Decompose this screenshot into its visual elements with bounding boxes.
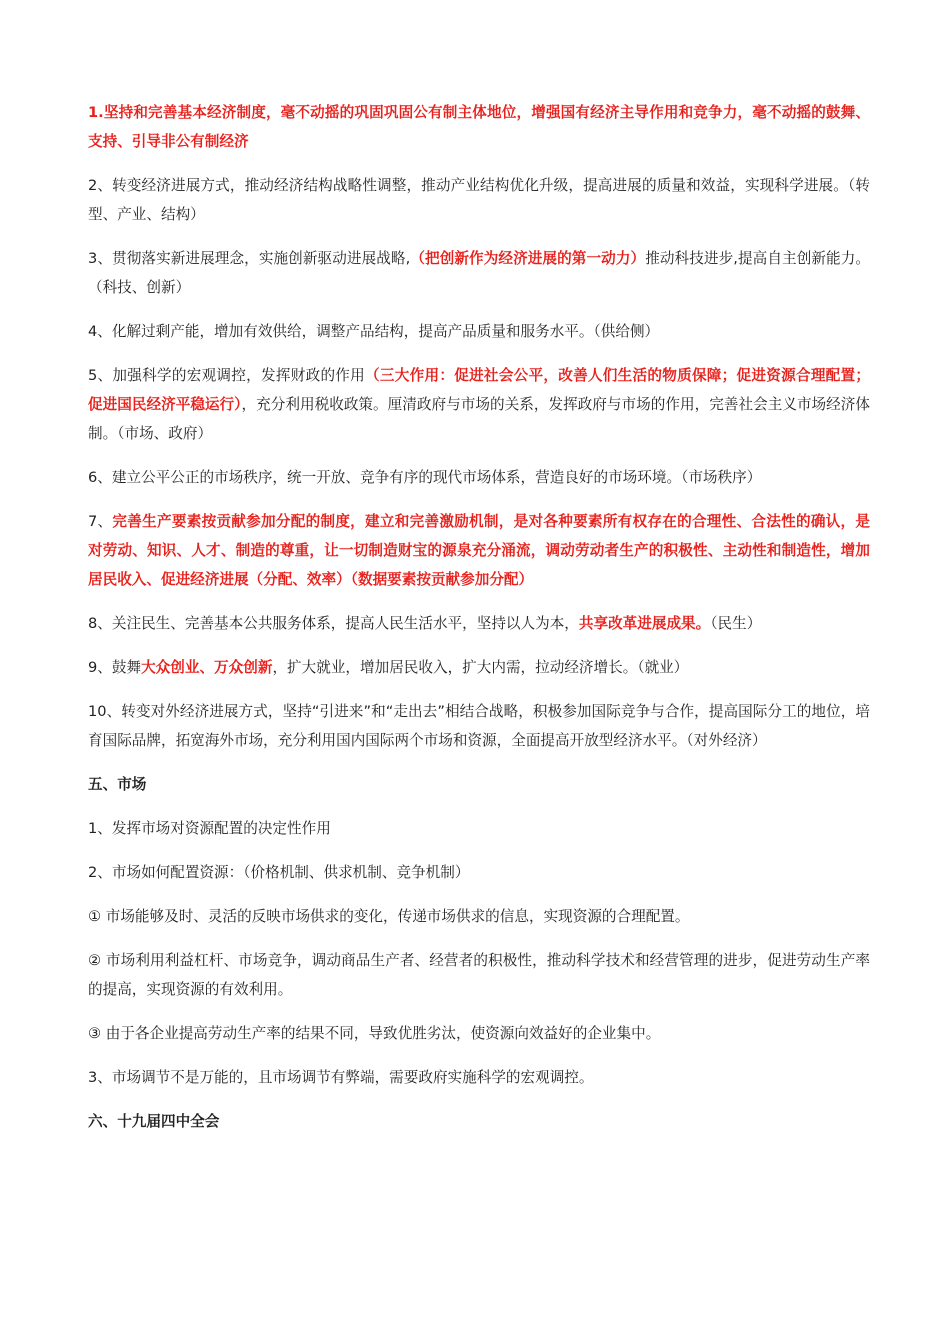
paragraph-5	[88, 361, 870, 448]
heading-text: 五、市场	[88, 776, 147, 793]
text-segment: 2、转变经济进展方式，推动经济结构战略性调整，推动产业结构优化升级，提高进展的质量和效益，实现科学进展。（转型、产业、结构）	[88, 177, 870, 223]
highlight-segment: 大众创业、万众创新	[141, 659, 273, 676]
section-heading-plenum	[88, 1107, 870, 1136]
highlight-segment: （把创新作为经济进展的第一动力）	[410, 250, 646, 267]
market-item-1	[88, 814, 870, 843]
text-segment: 1、发挥市场对资源配置的决定性作用	[88, 820, 331, 837]
text-segment: 8、关注民生、完善基本公共服务体系，提高人民生活水平，坚持以人为本，	[88, 615, 579, 632]
paragraph-1	[88, 98, 870, 156]
highlight-segment: （三大作用：促进社会公平，改善人们生活的物质保障；促进资源合理配置；促进国民经济平稳运行）	[88, 367, 870, 413]
highlight-segment: 共享改革进展成果。	[578, 615, 711, 632]
text-segment: ，充分利用税收政策。厘清政府与市场的关系，发挥政府与市场的作用，完善社会主义市场经济体制。（市场、政府）	[88, 396, 871, 442]
paragraph-6	[88, 463, 870, 492]
text-segment: （民生）	[710, 615, 762, 632]
market-subitem-1	[88, 902, 870, 931]
text-segment: 10、转变对外经济进展方式，坚持“引进来”和“走出去”相结合战略，积极参加国际竞争与合作，提高国际分工的地位，培育国际品牌，拓宽海外市场，充分利用国内国际两个市场和资源，全面提高开放型经济水平。（对外经济）	[88, 703, 870, 749]
market-item-2	[88, 858, 870, 887]
text-segment: ，扩大就业，增加居民收入，扩大内需，拉动经济增长。（就业）	[272, 659, 689, 676]
text-segment: 9、鼓舞	[88, 659, 142, 676]
paragraph-9	[88, 653, 870, 682]
text-segment: 5、加强科学的宏观调控，发挥财政的作用	[88, 367, 366, 384]
text-segment: 3、市场调节不是万能的，且市场调节有弊端，需要政府实施科学的宏观调控。	[88, 1069, 594, 1086]
text-segment: 1.坚持和完善基本经济制度，毫不动摇的巩固巩固公有制主体地位，增强国有经济主导作用和竞争力，毫不动摇的鼓舞、支持、引导非公有制经济	[88, 104, 870, 150]
paragraph-3	[88, 244, 870, 302]
text-segment: 4、化解过剩产能，增加有效供给，调整产品结构，提高产品质量和服务水平。（供给侧）	[88, 323, 660, 340]
section-heading-market	[88, 770, 870, 799]
text-segment: 2、市场如何配置资源：（价格机制、供求机制、竞争机制）	[88, 864, 470, 881]
text-segment: ② 市场利用利益杠杆、市场竞争，调动商品生产者、经营者的积极性，推动科学技术和经营管理的进步，促进劳动生产率的提高，实现资源的有效利用。	[88, 952, 870, 998]
paragraph-8	[88, 609, 870, 638]
text-segment: ③ 由于各企业提高劳动生产率的结果不同，导致优胜劣汰，使资源向效益好的企业集中。	[88, 1025, 661, 1042]
paragraph-2	[88, 171, 870, 229]
paragraph-4	[88, 317, 870, 346]
market-subitem-3	[88, 1019, 870, 1048]
text-segment: ① 市场能够及时、灵活的反映市场供求的变化，传递市场供求的信息，实现资源的合理配置。	[88, 908, 690, 925]
text-segment: 6、建立公平公正的市场秩序，统一开放、竞争有序的现代市场体系，营造良好的市场环境。（市场秩序）	[88, 469, 762, 486]
highlight-segment: 完善生产要素按贡献参加分配的制度，建立和完善激励机制，是对各种要素所有权存在的合理性、合法性的确认，是对劳动、知识、人才、制造的尊重，让一切制造财宝的源泉充分涌流，调动劳动者生产的积极性、主动性和制造性，增加居民收入、促进经济进展（分配、效率）（数据要素按贡献参加分配）	[88, 513, 870, 588]
text-segment: 推动科技进步,提高自主创新能力。（科技、创新）	[88, 250, 870, 296]
text-segment: 3、贯彻落实新进展理念，实施创新驱动进展战略,	[88, 250, 411, 267]
paragraph-7	[88, 507, 870, 594]
market-subitem-2	[88, 946, 870, 1004]
paragraph-10	[88, 697, 870, 755]
heading-text: 六、十九届四中全会	[88, 1113, 220, 1130]
text-segment: 7、	[88, 513, 113, 530]
market-item-3	[88, 1063, 870, 1092]
